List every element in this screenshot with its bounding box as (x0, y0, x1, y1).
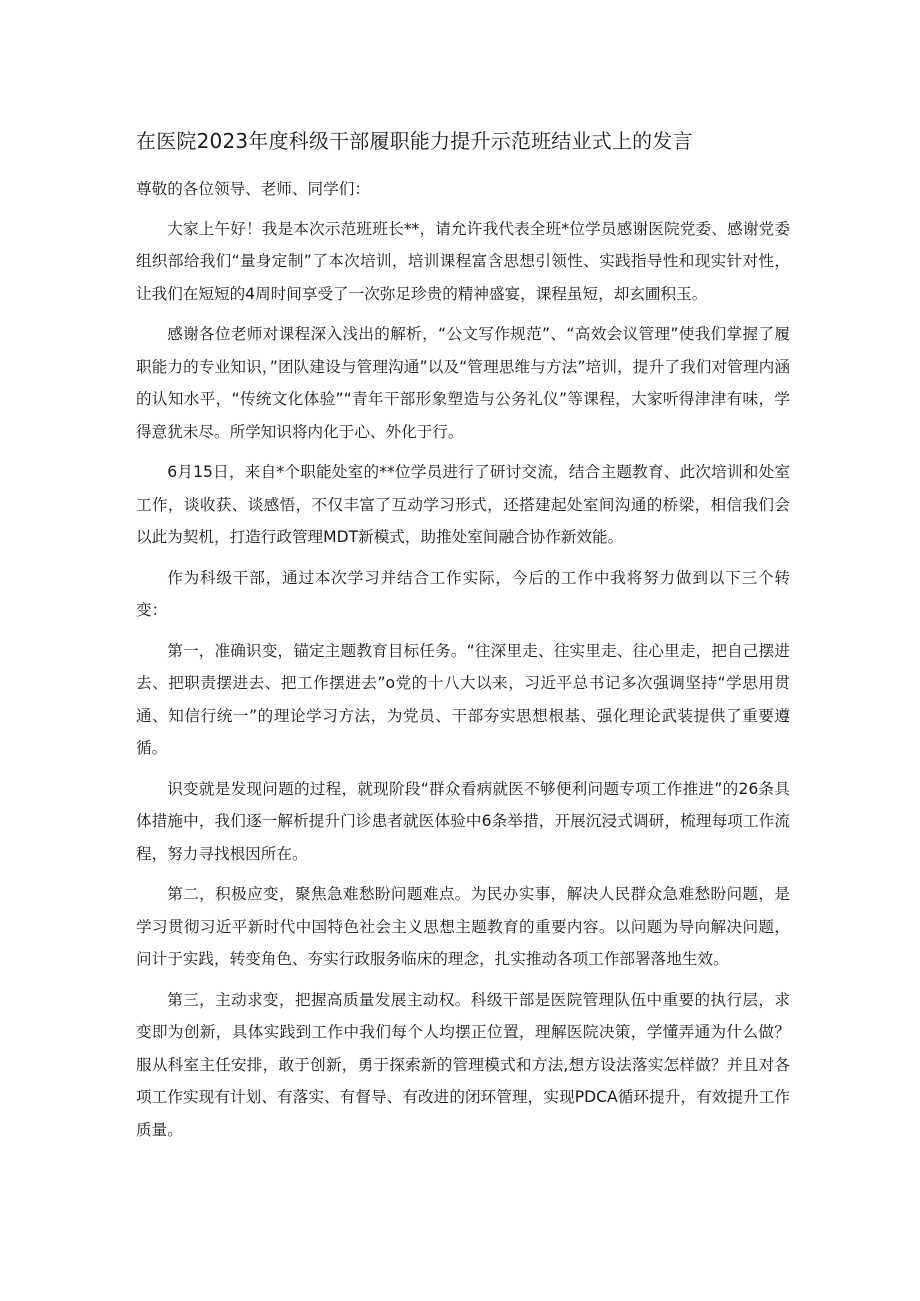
salutation: 尊敬的各位领导、老师、同学们： (136, 180, 370, 198)
paragraph: 感谢各位老师对课程深入浅出的解析，“公文写作规范”、“高效会议管理”使我们掌握了履职能力的专业知识，”团队建设与管理沟通”以及“管理思维与方法”培训，提升了我们对管理内涵的认知水平，“传统文化体验”“青年干部形象塑造与公务礼仪”等课程，大家听得津津有味，学得意犹未尽。所学知识将内化于心、外化于行。 (136, 325, 790, 441)
paragraph: 第三，主动求变，把握高质量发展主动权。科级干部是医院管理队伍中重要的执行层，求变即为创新，具体实践到工作中我们每个人均摆正位置，理解医院决策，学懂弄通为什么做？服从科室主任安排，敢于创新，勇于探索新的管理模式和方法,想方设法落实怎样做？并且对各项工作实现有计划、有落实、有督导、有改进的闭环管理，实现PDCA循环提升，有效提升工作质量。 (136, 990, 790, 1139)
paragraph: 第一，准确识变，锚定主题教育目标任务。“往深里走、往实里走、往心里走，把自己摆进去、把职责摆进去、把工作摆进去”o党的十八大以来，习近平总书记多次强调坚持“学思用贯通、知信行统一”的理论学习方法，为党员、干部夯实思想根基、强化理论武装提供了重要遵循。 (136, 641, 790, 757)
document-title: 在医院2023年度科级干部履职能力提升示范班结业式上的发言 (136, 129, 693, 153)
paragraph: 第二，积极应变，聚焦急难愁盼问题难点。为民办实事，解决人民群众急难愁盼问题，是学习贯彻习近平新时代中国特色社会主义思想主题教育的重要内容。以问题为导向解决问题，问计于实践，转变角色、夯实行政服务临床的理念，扎实推动各项工作部署落地生效。 (136, 885, 790, 968)
paragraph: 作为科级干部，通过本次学习并结合工作实际，今后的工作中我将努力做到以下三个转变： (136, 568, 790, 619)
paragraph: 6月15日，来自*个职能处室的**位学员进行了研讨交流，结合主题教育、此次培训和处室工作，谈收获、谈感悟，不仅丰富了互动学习形式，还搭建起处室间沟通的桥梁，相信我们会以此为契机，打造行政管理MDT新模式，助推处室间融合协作新效能。 (136, 463, 790, 546)
paragraph: 识变就是发现问题的过程，就现阶段“群众看病就医不够便利问题专项工作推进”的26条具体措施中，我们逐一解析提升门诊患者就医体验中6条举措，开展沉浸式调研，梳理每项工作流程，努力寻找根因所在。 (136, 779, 790, 863)
document-body (136, 173, 790, 1154)
paragraph: 大家上午好！我是本次示范班班长**，请允许我代表全班*位学员感谢医院党委、感谢党委组织部给我们“量身定制”了本次培训，培训课程富含思想引领性、实践指导性和现实针对性，让我们在短短的4周时间享受了一次弥足珍贵的精神盛宴，课程虽短，却玄圃积玉。 (136, 219, 790, 303)
